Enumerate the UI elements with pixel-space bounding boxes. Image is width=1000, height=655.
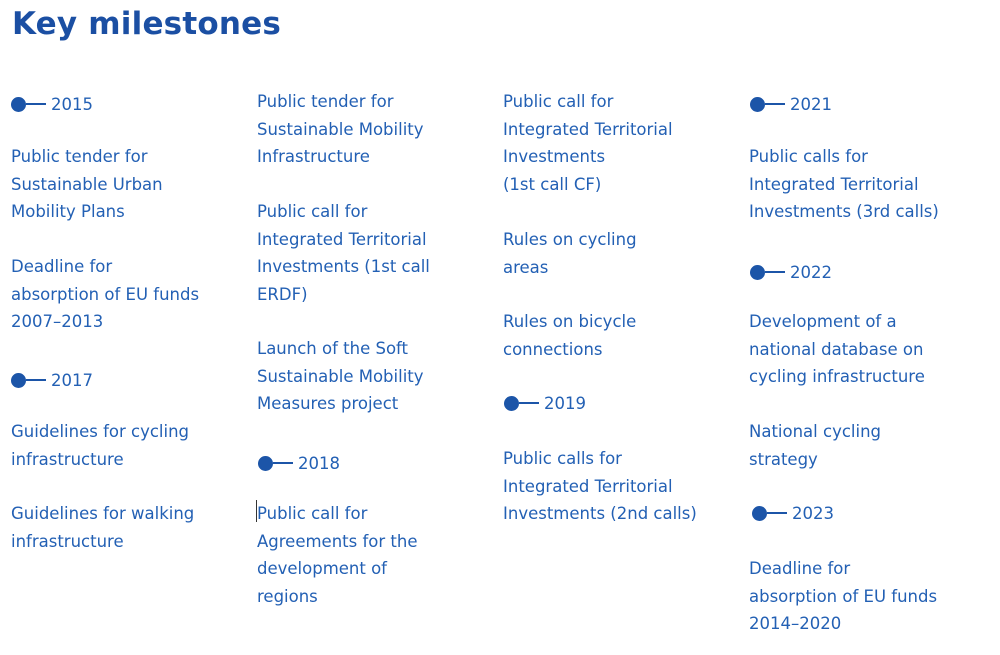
milestone-national-database: Development of a national database on cycling infrastructure — [749, 312, 925, 386]
milestone-walking-guidelines: Guidelines for walking infrastructure — [11, 504, 195, 551]
milestone-regions-agreements-call: Public call for Agreements for the development of regions — [257, 504, 418, 606]
milestone-smi-tender: Public tender for Sustainable Mobility Infrastructure — [257, 92, 424, 166]
milestone-iti-cf-call: Public call for Integrated Territorial Investments (1st call CF) — [503, 92, 673, 194]
milestone-soft-measures-launch: Launch of the Soft Sustainable Mobility Measures project — [257, 339, 424, 413]
year-marker-2017 — [11, 370, 93, 390]
milestone-bicycle-connections-rules: Rules on bicycle connections — [503, 312, 637, 359]
milestone-cycling-guidelines: Guidelines for cycling infrastructure — [11, 422, 190, 469]
year-marker-2023 — [752, 503, 834, 523]
milestone-eu-funds-deadline-2014: Deadline for absorption of EU funds 2014–2020 — [749, 559, 938, 633]
timeline-connector — [767, 512, 787, 514]
milestone-iti-2nd-calls: Public calls for Integrated Territorial Investments (2nd calls) — [503, 449, 697, 523]
year-label: 2021 — [790, 94, 832, 114]
timeline-connector — [765, 103, 785, 105]
year-marker-2018 — [258, 453, 340, 473]
year-label: 2015 — [51, 94, 93, 114]
timeline-connector — [26, 103, 46, 105]
timeline-connector — [273, 462, 293, 464]
year-marker-2021 — [750, 94, 832, 114]
timeline-dot-icon — [11, 373, 26, 388]
milestone-iti-erdf-call: Public call for Integrated Territorial Investments (1st call ERDF) — [257, 202, 430, 304]
timeline-connector — [765, 271, 785, 273]
milestone-national-cycling-strategy: National cycling strategy — [749, 422, 882, 469]
year-label: 2019 — [544, 393, 586, 413]
milestone-iti-3rd-calls: Public calls for Integrated Territorial Investments (3rd calls) — [749, 147, 939, 221]
year-label: 2023 — [792, 503, 834, 523]
year-label: 2017 — [51, 370, 93, 390]
year-marker-2019 — [504, 393, 586, 413]
timeline-dot-icon — [258, 456, 273, 471]
timeline-dot-icon — [11, 97, 26, 112]
timeline-dot-icon — [504, 396, 519, 411]
milestone-eu-funds-deadline-2007: Deadline for absorption of EU funds 2007–2013 — [11, 257, 200, 331]
year-label: 2018 — [298, 453, 340, 473]
timeline-dot-icon — [750, 97, 765, 112]
year-marker-2022 — [750, 262, 832, 282]
timeline-dot-icon — [750, 265, 765, 280]
year-marker-2015 — [11, 94, 93, 114]
page-title: Key milestones — [12, 6, 281, 42]
milestone-sump-tender: Public tender for Sustainable Urban Mobility Plans — [11, 147, 163, 221]
timeline-dot-icon — [752, 506, 767, 521]
timeline-connector — [519, 402, 539, 404]
milestone-cycling-areas-rules: Rules on cycling areas — [503, 230, 637, 277]
year-label: 2022 — [790, 262, 832, 282]
timeline-connector — [26, 379, 46, 381]
